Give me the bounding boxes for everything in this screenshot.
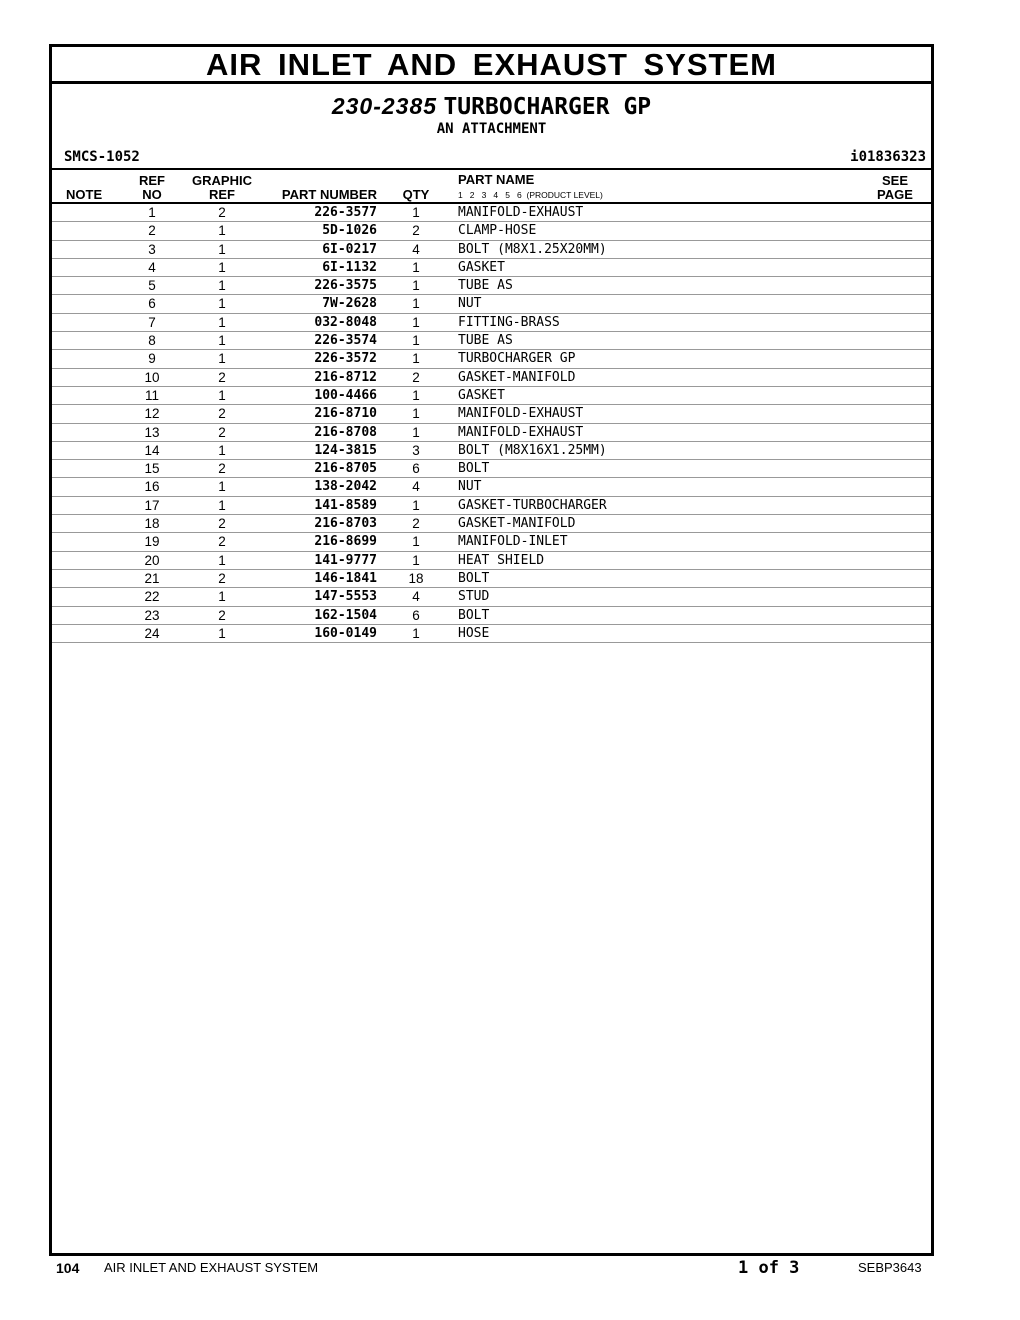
illustration-id: i01836323 xyxy=(850,149,926,165)
part-number-cell: 226-3574 xyxy=(314,333,377,349)
graphic-ref-cell: 1 xyxy=(218,223,226,239)
part-number-cell: 7W-2628 xyxy=(322,296,377,312)
qty-cell: 1 xyxy=(412,406,420,422)
part-name-cell: MANIFOLD-EXHAUST xyxy=(458,406,584,422)
ref-no-cell: 10 xyxy=(144,369,160,385)
col-ref-bottom: NO xyxy=(142,187,162,202)
qty-cell: 1 xyxy=(412,534,420,550)
qty-cell: 1 xyxy=(412,259,420,275)
table-row xyxy=(52,460,931,478)
part-number-cell: 216-8699 xyxy=(314,534,377,550)
part-number-cell: 216-8710 xyxy=(314,406,377,422)
table-row xyxy=(52,533,931,551)
ref-no-cell: 6 xyxy=(148,296,156,312)
part-number-cell: 124-3815 xyxy=(314,442,377,458)
ref-no-cell: 13 xyxy=(144,424,160,440)
part-name-cell: GASKET-MANIFOLD xyxy=(458,369,576,385)
part-name-cell: GASKET-MANIFOLD xyxy=(458,516,576,532)
col-graphic-top: GRAPHIC xyxy=(192,173,252,188)
qty-cell: 4 xyxy=(412,241,420,257)
part-name-cell: GASKET xyxy=(458,259,505,275)
ref-no-cell: 5 xyxy=(148,278,156,294)
qty-cell: 3 xyxy=(412,442,420,458)
group-heading xyxy=(52,93,931,120)
graphic-ref-cell: 1 xyxy=(218,479,226,495)
ref-no-cell: 15 xyxy=(144,461,160,477)
col-see-top: SEE xyxy=(881,173,908,188)
col-part-number: PART NUMBER xyxy=(281,187,377,202)
graphic-ref-cell: 1 xyxy=(218,387,226,403)
qty-cell: 6 xyxy=(412,461,420,477)
table-row xyxy=(52,259,931,277)
table-row xyxy=(52,369,931,387)
part-name-cell: HEAT SHIELD xyxy=(458,552,545,568)
table-row xyxy=(52,625,931,643)
graphic-ref-cell: 2 xyxy=(218,570,226,586)
graphic-ref-cell: 1 xyxy=(218,241,226,257)
ref-no-cell: 11 xyxy=(144,387,159,403)
part-number-cell: 160-0149 xyxy=(314,625,377,641)
col-part-name: PART NAME xyxy=(458,172,535,187)
graphic-ref-cell: 1 xyxy=(218,552,226,568)
qty-cell: 4 xyxy=(412,589,420,605)
part-number-cell: 032-8048 xyxy=(314,314,377,330)
part-name-cell: TURBOCHARGER GP xyxy=(458,351,576,367)
table-row xyxy=(52,314,931,332)
table-row xyxy=(52,424,931,442)
group-name: TURBOCHARGER GP xyxy=(443,94,652,120)
col-note: NOTE xyxy=(66,187,103,202)
ref-no-cell: 12 xyxy=(144,406,160,422)
qty-cell: 18 xyxy=(408,570,424,586)
table-row xyxy=(52,350,931,368)
part-number-cell: 216-8712 xyxy=(314,369,377,385)
part-number-cell: 138-2042 xyxy=(314,479,377,495)
graphic-ref-cell: 1 xyxy=(218,351,226,367)
section-title: AIR INLET AND EXHAUST SYSTEM xyxy=(52,47,931,84)
ref-no-cell: 24 xyxy=(144,625,160,641)
graphic-ref-cell: 1 xyxy=(218,333,226,349)
table-row xyxy=(52,277,931,295)
part-name-cell: TUBE AS xyxy=(458,333,513,349)
qty-cell: 1 xyxy=(412,296,420,312)
part-name-cell: FITTING-BRASS xyxy=(458,314,560,330)
table-row xyxy=(52,497,931,515)
table-row xyxy=(52,332,931,350)
group-subtitle: AN ATTACHMENT xyxy=(436,121,547,137)
part-number-cell: 141-9777 xyxy=(314,552,377,568)
graphic-ref-cell: 1 xyxy=(218,278,226,294)
part-number-cell: 226-3572 xyxy=(314,351,377,367)
graphic-ref-cell: 1 xyxy=(218,497,226,513)
table-row xyxy=(52,515,931,533)
footer-page-of: 1 of 3 xyxy=(738,1258,800,1278)
part-number-cell: 226-3577 xyxy=(314,205,377,220)
graphic-ref-cell: 2 xyxy=(218,205,226,220)
qty-cell: 1 xyxy=(412,625,420,641)
graphic-ref-cell: 1 xyxy=(218,589,226,605)
ref-no-cell: 19 xyxy=(144,534,160,550)
qty-cell: 1 xyxy=(412,351,420,367)
qty-cell: 1 xyxy=(412,278,420,294)
part-number-cell: 146-1841 xyxy=(314,570,377,586)
graphic-ref-cell: 2 xyxy=(218,424,226,440)
part-number-cell: 216-8705 xyxy=(314,461,377,477)
part-name-cell: BOLT (M8X1.25X20MM) xyxy=(458,241,607,257)
part-number-cell: 147-5553 xyxy=(314,589,377,605)
ref-no-cell: 23 xyxy=(144,607,160,623)
table-row xyxy=(52,478,931,496)
page-frame xyxy=(49,44,934,1256)
col-see-bottom: PAGE xyxy=(877,187,913,202)
col-graphic-bottom: REF xyxy=(209,187,235,202)
part-name-cell: NUT xyxy=(458,296,482,312)
part-name-cell: BOLT xyxy=(458,607,490,623)
qty-cell: 1 xyxy=(412,205,420,220)
ref-no-cell: 14 xyxy=(144,442,160,458)
table-row xyxy=(52,241,931,259)
part-name-cell: BOLT xyxy=(458,461,490,477)
table-row xyxy=(52,442,931,460)
graphic-ref-cell: 2 xyxy=(218,534,226,550)
part-number-cell: 100-4466 xyxy=(314,387,377,403)
ref-no-cell: 18 xyxy=(144,516,160,532)
graphic-ref-cell: 1 xyxy=(218,259,226,275)
table-row xyxy=(52,588,931,606)
header-rule-top xyxy=(52,168,931,170)
ref-no-cell: 2 xyxy=(148,223,156,239)
graphic-ref-cell: 2 xyxy=(218,406,226,422)
part-number-cell: 141-8589 xyxy=(314,497,377,513)
ref-no-cell: 3 xyxy=(148,241,156,257)
table-row xyxy=(52,570,931,588)
part-name-cell: BOLT xyxy=(458,570,490,586)
part-name-cell: GASKET xyxy=(458,387,505,403)
ref-no-cell: 17 xyxy=(144,497,160,513)
qty-cell: 1 xyxy=(412,387,420,403)
part-name-cell: CLAMP-HOSE xyxy=(458,223,537,239)
graphic-ref-cell: 1 xyxy=(218,442,226,458)
footer-page-number: 104 xyxy=(56,1260,80,1276)
graphic-ref-cell: 2 xyxy=(218,607,226,623)
col-product-level: 1 2 3 4 5 6 (PRODUCT LEVEL) xyxy=(458,190,603,200)
qty-cell: 1 xyxy=(412,497,420,513)
part-name-cell: GASKET-TURBOCHARGER xyxy=(458,497,607,513)
table-row xyxy=(52,204,931,222)
qty-cell: 1 xyxy=(412,424,420,440)
part-name-cell: HOSE xyxy=(458,625,490,641)
graphic-ref-cell: 2 xyxy=(218,461,226,477)
parts-table xyxy=(52,204,931,643)
qty-cell: 2 xyxy=(412,516,420,532)
part-name-cell: TUBE AS xyxy=(458,278,513,294)
group-number: 230-2385 xyxy=(331,93,438,119)
part-number-cell: 6I-0217 xyxy=(322,241,377,257)
ref-no-cell: 22 xyxy=(144,589,160,605)
table-row xyxy=(52,387,931,405)
ref-no-cell: 7 xyxy=(148,314,156,330)
qty-cell: 1 xyxy=(412,333,420,349)
part-name-cell: MANIFOLD-EXHAUST xyxy=(458,424,584,440)
qty-cell: 2 xyxy=(412,369,420,385)
graphic-ref-cell: 1 xyxy=(218,625,226,641)
graphic-ref-cell: 1 xyxy=(218,296,226,312)
ref-no-cell: 16 xyxy=(144,479,160,495)
part-name-cell: STUD xyxy=(458,589,490,605)
part-number-cell: 162-1504 xyxy=(314,607,377,623)
qty-cell: 6 xyxy=(412,607,420,623)
ref-no-cell: 8 xyxy=(148,333,156,349)
qty-cell: 2 xyxy=(412,223,420,239)
part-name-cell: MANIFOLD-EXHAUST xyxy=(458,205,584,220)
graphic-ref-cell: 2 xyxy=(218,369,226,385)
part-number-cell: 5D-1026 xyxy=(322,223,377,239)
part-number-cell: 216-8708 xyxy=(314,424,377,440)
graphic-ref-cell: 2 xyxy=(218,516,226,532)
qty-cell: 1 xyxy=(412,552,420,568)
table-row xyxy=(52,222,931,240)
col-ref-top: REF xyxy=(139,173,165,188)
qty-cell: 4 xyxy=(412,479,420,495)
part-number-cell: 216-8703 xyxy=(314,516,377,532)
table-row xyxy=(52,295,931,313)
table-row xyxy=(52,405,931,423)
table-row xyxy=(52,552,931,570)
ref-no-cell: 4 xyxy=(148,259,156,275)
ref-no-cell: 9 xyxy=(148,351,156,367)
qty-cell: 1 xyxy=(412,314,420,330)
footer-doc-id: SEBP3643 xyxy=(858,1260,922,1275)
ref-no-cell: 21 xyxy=(144,570,160,586)
part-name-cell: MANIFOLD-INLET xyxy=(458,534,568,550)
smcs-code: SMCS-1052 xyxy=(64,149,140,165)
part-name-cell: BOLT (M8X16X1.25MM) xyxy=(458,442,607,458)
col-qty: QTY xyxy=(402,187,430,202)
part-number-cell: 226-3575 xyxy=(314,278,377,294)
table-row xyxy=(52,607,931,625)
ref-no-cell: 1 xyxy=(148,205,156,220)
part-number-cell: 6I-1132 xyxy=(322,259,377,275)
graphic-ref-cell: 1 xyxy=(218,314,226,330)
part-name-cell: NUT xyxy=(458,479,482,495)
footer-section: AIR INLET AND EXHAUST SYSTEM xyxy=(104,1260,319,1275)
ref-no-cell: 20 xyxy=(144,552,160,568)
